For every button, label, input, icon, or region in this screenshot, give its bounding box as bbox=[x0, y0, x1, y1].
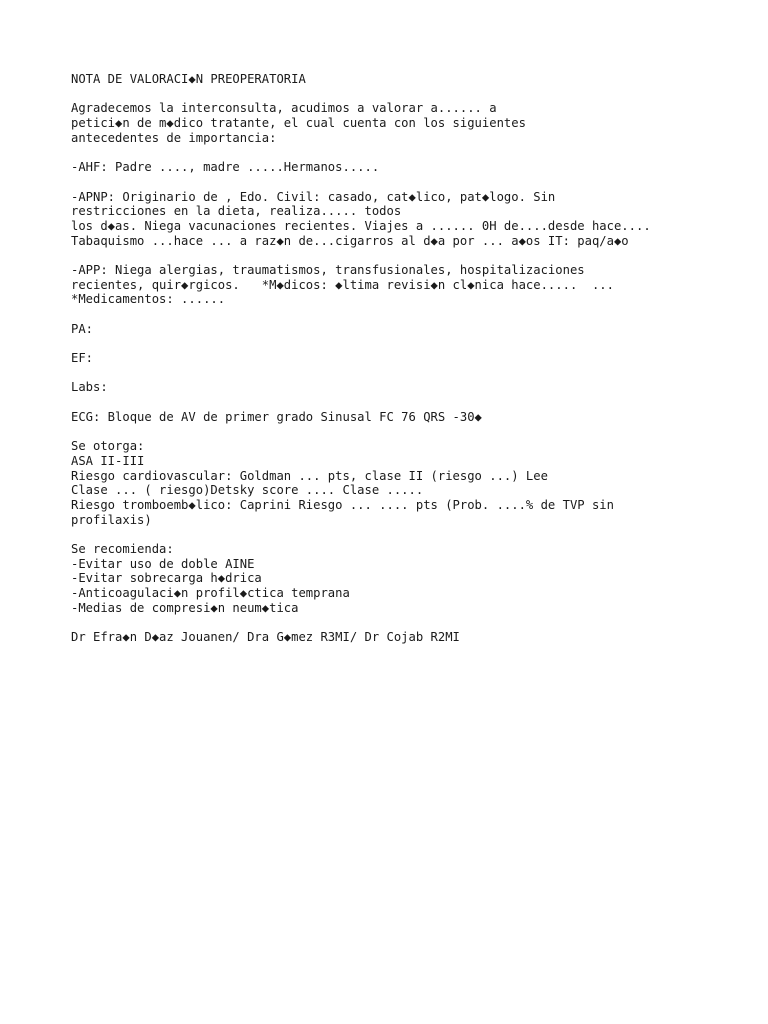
ecg-line: ECG: Bloque de AV de primer grado Sinusal FC 76 QRS -30◆ bbox=[71, 409, 482, 424]
recomienda-line: -Medias de compresi◆n neum◆tica bbox=[71, 600, 299, 615]
document-body bbox=[71, 72, 751, 645]
spacer bbox=[71, 175, 751, 190]
document-title: NOTA DE VALORACI◆N PREOPERATORIA bbox=[71, 72, 306, 86]
app-line: recientes, quir◆rgicos. *M◆dicos: ◆ltima revisi◆n cl◆nica hace..... ... bbox=[71, 277, 614, 292]
spacer bbox=[71, 395, 751, 410]
spacer bbox=[71, 248, 751, 263]
apnp-line: restricciones en la dieta, realiza..... todos bbox=[71, 204, 402, 219]
spacer bbox=[71, 145, 751, 160]
spacer bbox=[71, 615, 751, 630]
labs-line: Labs: bbox=[71, 380, 108, 395]
recomienda-line: -Evitar uso de doble AINE bbox=[71, 556, 255, 571]
pa-line: PA: bbox=[71, 321, 94, 336]
intro-line: antecedentes de importancia: bbox=[71, 130, 277, 145]
apnp-line: los d◆as. Niega vacunaciones recientes. Viajes a ...... 0H de....desde hace.... bbox=[71, 218, 651, 233]
intro-line: petici◆n de m◆dico tratante, el cual cuenta con los siguientes bbox=[71, 116, 526, 131]
recomienda-line: -Evitar sobrecarga h◆drica bbox=[71, 571, 262, 586]
intro-paragraph bbox=[71, 101, 751, 145]
app-line: *Medicamentos: ...... bbox=[71, 292, 226, 307]
intro-line: Agradecemos la interconsulta, acudimos a valorar a...... a bbox=[71, 101, 497, 116]
spacer bbox=[71, 87, 751, 102]
ef-line: EF: bbox=[71, 351, 94, 366]
otorga-line: Se otorga: bbox=[71, 439, 145, 454]
spacer bbox=[71, 307, 751, 322]
ahf-line: -AHF: Padre ...., madre .....Hermanos..... bbox=[71, 160, 380, 175]
app-line: -APP: Niega alergias, traumatismos, transfusionales, hospitalizaciones bbox=[71, 262, 585, 277]
apnp-line: -APNP: Originario de , Edo. Civil: casado, cat◆lico, pat◆logo. Sin bbox=[71, 189, 556, 204]
spacer bbox=[71, 336, 751, 351]
spacer bbox=[71, 366, 751, 381]
signature-line: Dr Efra◆n D◆az Jouanen/ Dra G◆mez R3MI/ Dr Cojab R2MI bbox=[71, 630, 460, 645]
otorga-line: ASA II-III bbox=[71, 453, 145, 468]
spacer bbox=[71, 425, 751, 440]
apnp-section bbox=[71, 190, 751, 249]
otorga-line: Riesgo tromboemb◆lico: Caprini Riesgo ... .... pts (Prob. ....% de TVP sin bbox=[71, 497, 614, 512]
recomienda-line: Se recomienda: bbox=[71, 542, 174, 556]
recomienda-section bbox=[71, 542, 751, 615]
apnp-line: Tabaquismo ...hace ... a raz◆n de...cigarros al d◆a por ... a◆os IT: paq/a◆o bbox=[71, 233, 629, 248]
otorga-line: profilaxis) bbox=[71, 512, 152, 527]
app-section bbox=[71, 263, 751, 307]
otorga-section bbox=[71, 439, 751, 527]
otorga-line: Clase ... ( riesgo)Detsky score .... Clase ..... bbox=[71, 483, 424, 498]
otorga-line: Riesgo cardiovascular: Goldman ... pts, clase II (riesgo ...) Lee bbox=[71, 468, 548, 483]
recomienda-line: -Anticoagulaci◆n profil◆ctica temprana bbox=[71, 586, 350, 601]
spacer bbox=[71, 527, 751, 542]
